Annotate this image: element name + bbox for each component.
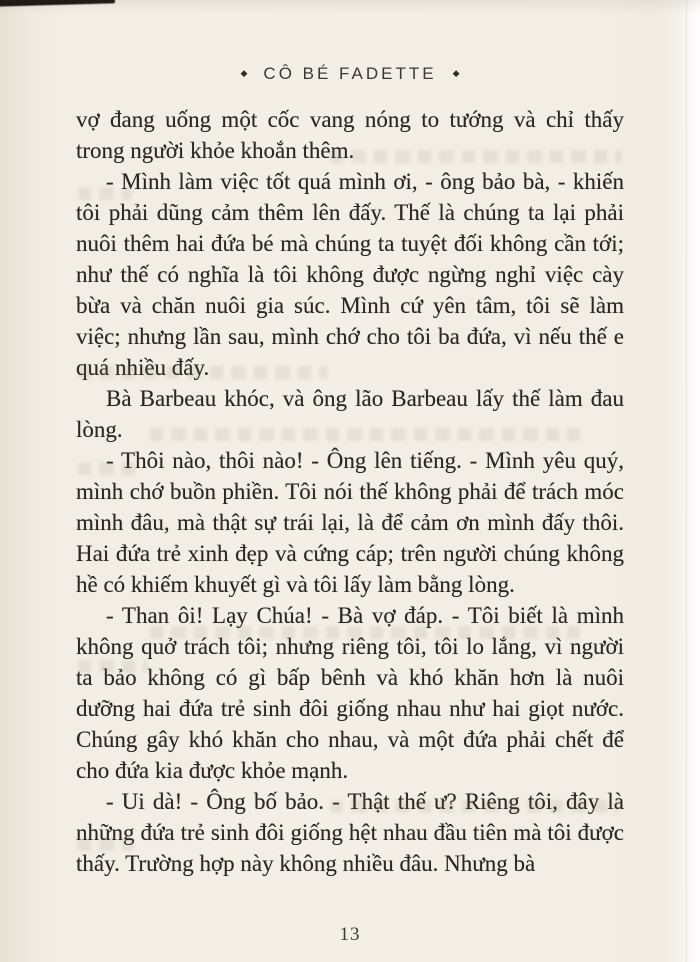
scan-edge-highlight <box>686 0 700 962</box>
paragraph: - Mình làm việc tốt quá mình ơi, - ông bảo bà, - khiến tôi phải dũng cảm thêm lên đấy. Thế là chúng ta lại phải nuôi thêm hai đứa bé mà chúng ta tuyệt đối không cần tới; như thế có nghĩa là tôi không được ngừng nghỉ việc cày bừa và chăn nuôi gia súc. Mình cứ yên tâm, tôi sẽ làm việc; nhưng lần sau, mình chớ cho tôi ba đứa, vì nếu thế e quá nhiều đấy. <box>76 169 624 380</box>
paragraph: Bà Barbeau khóc, và ông lão Barbeau lấy thế làm đau lòng. <box>76 386 624 442</box>
running-header <box>0 64 700 84</box>
paragraph: - Than ôi! Lạy Chúa! - Bà vợ đáp. - Tôi biết là mình không quở trách tôi; nhưng riêng tôi, tôi lo lắng, vì người ta bảo không có gì bấp bênh và khó khăn hơn là nuôi dưỡng hai đứa trẻ sinh đôi giống nhau như hai giọt nước. Chúng gây khó khăn cho nhau, và một đứa phải chết để cho đứa kia được khỏe mạnh. <box>76 603 624 783</box>
scan-edge-artifact <box>0 0 115 7</box>
page-number: 13 <box>339 924 361 945</box>
paragraph: - Thôi nào, thôi nào! - Ông lên tiếng. - Mình yêu quý, mình chớ buồn phiền. Tôi nói thế không phải để trách móc mình đâu, mà thật sự trái lại, là để cảm ơn mình đấy thôi. Hai đứa trẻ xinh đẹp và cứng cáp; trên người chúng không hề có khiếm khuyết gì và tôi lấy làm bằng lòng. <box>76 448 624 597</box>
paragraph: vợ đang uống một cốc vang nóng to tướng và chỉ thấy trong người khỏe khoắn thêm. <box>76 107 624 163</box>
paragraph: - Ui dà! - Ông bố bảo. - Thật thế ư? Riêng tôi, đây là những đứa trẻ sinh đôi giống hệt nhau đầu tiên mà tôi được thấy. Trường hợp này không nhiều đâu. Nhưng bà <box>76 789 624 876</box>
body-text <box>76 104 624 879</box>
diamond-ornament-icon: ◆ <box>452 69 460 79</box>
diamond-ornament-icon: ◆ <box>240 69 248 79</box>
book-title: CÔ BÉ FADETTE <box>263 64 437 83</box>
